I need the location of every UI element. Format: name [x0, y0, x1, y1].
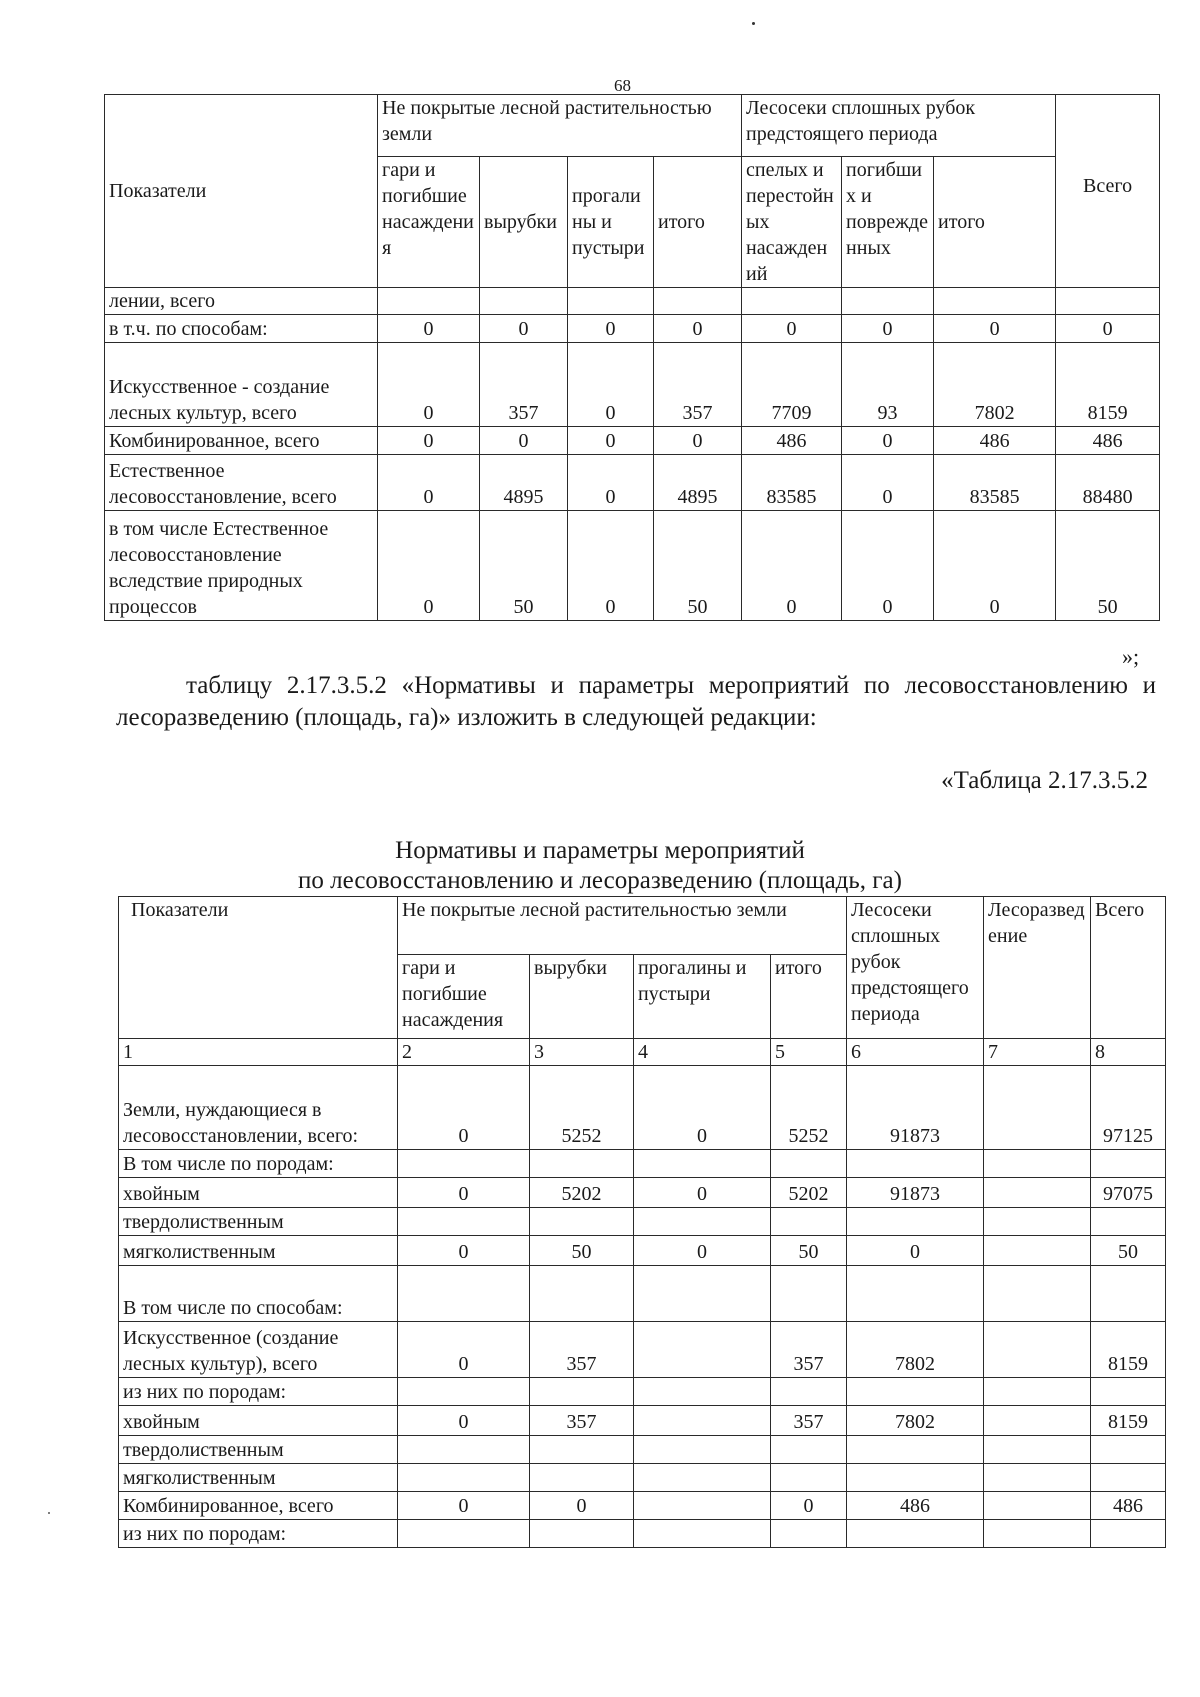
table2-title-line2: по лесовосстановлению и лесоразведению (площадь, га) [298, 867, 902, 894]
cell: 0 [378, 315, 480, 343]
cell: 50 [1056, 511, 1160, 621]
table-row [119, 1378, 1166, 1406]
cell: 0 [634, 1066, 771, 1150]
cell [1091, 1266, 1166, 1322]
cell [984, 1406, 1091, 1436]
cell: 97125 [1091, 1066, 1166, 1150]
table-row [119, 1208, 1166, 1236]
cell: 0 [378, 511, 480, 621]
cell [1091, 1208, 1166, 1236]
row-label: твердолиственным [119, 1208, 398, 1236]
cell [398, 1208, 530, 1236]
cell [984, 1266, 1091, 1322]
cell [771, 1378, 847, 1406]
row-label: из них по породам: [119, 1378, 398, 1406]
cell: 357 [654, 343, 742, 427]
cell: 0 [398, 1492, 530, 1520]
cell [842, 288, 934, 315]
cell: 8159 [1091, 1406, 1166, 1436]
cell: 91873 [847, 1066, 984, 1150]
header-not-covered: Не покрытые лесной растительностью земли [398, 897, 847, 955]
cell: 83585 [742, 455, 842, 511]
cell [771, 1520, 847, 1548]
table-row [119, 1066, 1166, 1150]
cell [742, 288, 842, 315]
cell: 8159 [1091, 1322, 1166, 1378]
column-number: 6 [847, 1039, 984, 1066]
row-label: Комбинированное, всего [119, 1492, 398, 1520]
cell [634, 1322, 771, 1378]
row-label: мягколиственным [119, 1464, 398, 1492]
cell: 0 [842, 315, 934, 343]
table-row [119, 1436, 1166, 1464]
cell [984, 1322, 1091, 1378]
cell: 5202 [530, 1178, 634, 1208]
header-fires: гари и погибшие насаждения [378, 157, 480, 288]
row-label: В том числе по породам: [119, 1150, 398, 1178]
table-row [119, 1266, 1166, 1322]
column-number: 8 [1091, 1039, 1166, 1066]
cell: 357 [480, 343, 568, 427]
cell [398, 1266, 530, 1322]
cell: 0 [568, 427, 654, 455]
header-fires: гари и погибшие насаждения [398, 955, 530, 1039]
table-row [119, 1178, 1166, 1208]
cell [530, 1520, 634, 1548]
table-row [119, 1520, 1166, 1548]
table-row [105, 455, 1160, 511]
column-number: 5 [771, 1039, 847, 1066]
column-number: 2 [398, 1039, 530, 1066]
header-cuttings: вырубки [480, 157, 568, 288]
cell: 0 [934, 511, 1056, 621]
cell: 486 [847, 1492, 984, 1520]
cell: 83585 [934, 455, 1056, 511]
cell: 0 [1056, 315, 1160, 343]
cell: 0 [378, 427, 480, 455]
cell: 0 [934, 315, 1056, 343]
cell: 0 [398, 1406, 530, 1436]
cell [634, 1378, 771, 1406]
cell: 357 [771, 1322, 847, 1378]
table-row [105, 343, 1160, 427]
row-label: мягколиственным [119, 1236, 398, 1266]
table-standards-parameters [118, 896, 1166, 1548]
cell: 4895 [480, 455, 568, 511]
cell: 5252 [530, 1066, 634, 1150]
row-label: Искусственное - создание лесных культур, всего [105, 343, 378, 427]
row-label: хвойным [119, 1406, 398, 1436]
cell [634, 1150, 771, 1178]
table-row [105, 511, 1160, 621]
table-row [119, 1236, 1166, 1266]
cell: 486 [742, 427, 842, 455]
cell [984, 1178, 1091, 1208]
cell [634, 1436, 771, 1464]
row-label: Искусственное (создание лесных культур), всего [119, 1322, 398, 1378]
cell [568, 288, 654, 315]
cell: 357 [530, 1406, 634, 1436]
cell: 0 [634, 1236, 771, 1266]
cell [847, 1208, 984, 1236]
table-row [119, 1322, 1166, 1378]
cell: 0 [480, 315, 568, 343]
header-cuttings: вырубки [530, 955, 634, 1039]
cell: 8159 [1056, 343, 1160, 427]
cell: 0 [568, 315, 654, 343]
column-number: 4 [634, 1039, 771, 1066]
row-label: лении, всего [105, 288, 378, 315]
cell: 0 [568, 343, 654, 427]
cell [984, 1520, 1091, 1548]
column-number: 7 [984, 1039, 1091, 1066]
cell: 0 [398, 1236, 530, 1266]
cell: 0 [654, 315, 742, 343]
cell [1091, 1436, 1166, 1464]
cell [984, 1436, 1091, 1464]
cell [634, 1464, 771, 1492]
cell [398, 1464, 530, 1492]
cell [984, 1208, 1091, 1236]
cell [530, 1208, 634, 1236]
cell: 0 [654, 427, 742, 455]
cell: 50 [480, 511, 568, 621]
header-not-covered: Не покрытые лесной растительностью земли [378, 95, 742, 157]
cell [984, 1066, 1091, 1150]
cell [530, 1266, 634, 1322]
cell [984, 1236, 1091, 1266]
cell [634, 1520, 771, 1548]
cell [634, 1208, 771, 1236]
cell: 0 [842, 427, 934, 455]
table-row [119, 1464, 1166, 1492]
cell [480, 288, 568, 315]
table-row [119, 1150, 1166, 1178]
scan-speck [752, 22, 755, 25]
cell: 486 [1091, 1492, 1166, 1520]
cell: 0 [634, 1178, 771, 1208]
cell [771, 1208, 847, 1236]
row-label: Комбинированное, всего [105, 427, 378, 455]
cell [847, 1150, 984, 1178]
column-number: 3 [530, 1039, 634, 1066]
cell: 0 [480, 427, 568, 455]
table-row [105, 315, 1160, 343]
table-reference: «Таблица 2.17.3.5.2 [941, 767, 1148, 794]
row-label: в том числе Естественное лесовосстановление вследствие природных процессов [105, 511, 378, 621]
cell [847, 1520, 984, 1548]
cell [398, 1150, 530, 1178]
header-subtotal: итого [771, 955, 847, 1039]
cell [378, 288, 480, 315]
row-label: в т.ч. по способам: [105, 315, 378, 343]
cell: 0 [378, 343, 480, 427]
cell [771, 1150, 847, 1178]
cell: 50 [1091, 1236, 1166, 1266]
cell [398, 1436, 530, 1464]
cell: 5202 [771, 1178, 847, 1208]
cell [847, 1436, 984, 1464]
row-label: твердолиственным [119, 1436, 398, 1464]
header-total: Всего [1091, 897, 1166, 1039]
cell: 0 [847, 1236, 984, 1266]
cell: 50 [530, 1236, 634, 1266]
cell [398, 1520, 530, 1548]
header-clearcuts: Лесосеки сплошных рубок предстоящего периода [847, 897, 984, 1039]
cell [1056, 288, 1160, 315]
cell: 50 [654, 511, 742, 621]
cell: 486 [1056, 427, 1160, 455]
header-total: Всего [1056, 95, 1160, 288]
cell [398, 1378, 530, 1406]
header-afforestation: Лесоразведение [984, 897, 1091, 1039]
cell: 88480 [1056, 455, 1160, 511]
amendment-paragraph [116, 670, 1156, 734]
cell: 7709 [742, 343, 842, 427]
scan-speck [48, 1512, 50, 1514]
cell [847, 1378, 984, 1406]
table-row [105, 427, 1160, 455]
cell [984, 1378, 1091, 1406]
column-number: 1 [119, 1039, 398, 1066]
cell: 0 [842, 455, 934, 511]
cell [1091, 1150, 1166, 1178]
row-label: из них по породам: [119, 1520, 398, 1548]
cell [654, 288, 742, 315]
closing-quote: »; [1122, 644, 1140, 669]
header-subtotal-2: итого [934, 157, 1056, 288]
column-numbers-row [119, 1039, 1166, 1066]
cell [634, 1492, 771, 1520]
cell [984, 1464, 1091, 1492]
cell: 7802 [934, 343, 1056, 427]
cell [530, 1436, 634, 1464]
table-forest-restoration-continued [104, 94, 1160, 621]
cell: 5252 [771, 1066, 847, 1150]
cell: 486 [934, 427, 1056, 455]
cell: 0 [398, 1066, 530, 1150]
cell: 0 [398, 1322, 530, 1378]
page-number: 68 [614, 76, 631, 95]
cell: 0 [568, 455, 654, 511]
cell: 0 [842, 511, 934, 621]
cell [1091, 1464, 1166, 1492]
cell [847, 1266, 984, 1322]
cell [1091, 1520, 1166, 1548]
cell: 0 [742, 315, 842, 343]
cell [984, 1492, 1091, 1520]
cell [984, 1150, 1091, 1178]
header-indicators: Показатели [119, 897, 398, 1039]
cell [634, 1406, 771, 1436]
cell [634, 1266, 771, 1322]
amendment-text: таблицу 2.17.3.5.2 «Нормативы и параметры мероприятий по лесовосстановлению и лесоразведению (площадь, га)» изложить в следующей редакции: [116, 672, 1156, 731]
cell: 4895 [654, 455, 742, 511]
cell: 0 [398, 1178, 530, 1208]
cell: 50 [771, 1236, 847, 1266]
row-label: Естественное лесовосстановление, всего [105, 455, 378, 511]
cell [1091, 1378, 1166, 1406]
header-glades: прогалины и пустыри [634, 955, 771, 1039]
cell: 0 [742, 511, 842, 621]
cell [771, 1266, 847, 1322]
cell [934, 288, 1056, 315]
header-indicators: Показатели [105, 95, 378, 288]
cell: 7802 [847, 1406, 984, 1436]
header-dead: погибших и поврежденных [842, 157, 934, 288]
cell: 91873 [847, 1178, 984, 1208]
cell: 357 [771, 1406, 847, 1436]
header-clearcuts: Лесосеки сплошных рубок предстоящего периода [742, 95, 1056, 157]
cell [847, 1464, 984, 1492]
header-subtotal: итого [654, 157, 742, 288]
row-label: Земли, нуждающиеся в лесовосстановлении, всего: [119, 1066, 398, 1150]
cell: 357 [530, 1322, 634, 1378]
table2-title [0, 836, 1200, 896]
cell [530, 1464, 634, 1492]
header-mature: спелых и перестойных насаждений [742, 157, 842, 288]
cell: 97075 [1091, 1178, 1166, 1208]
cell [530, 1150, 634, 1178]
table-row [119, 1492, 1166, 1520]
cell: 7802 [847, 1322, 984, 1378]
table-row [105, 288, 1160, 315]
table2-title-line1: Нормативы и параметры мероприятий [395, 837, 805, 864]
cell: 0 [378, 455, 480, 511]
cell: 0 [568, 511, 654, 621]
table-row [119, 1406, 1166, 1436]
cell [530, 1378, 634, 1406]
cell: 0 [771, 1492, 847, 1520]
cell: 93 [842, 343, 934, 427]
cell [771, 1464, 847, 1492]
cell: 0 [530, 1492, 634, 1520]
cell [771, 1436, 847, 1464]
header-glades: прогалины и пустыри [568, 157, 654, 288]
row-label: В том числе по способам: [119, 1266, 398, 1322]
row-label: хвойным [119, 1178, 398, 1208]
